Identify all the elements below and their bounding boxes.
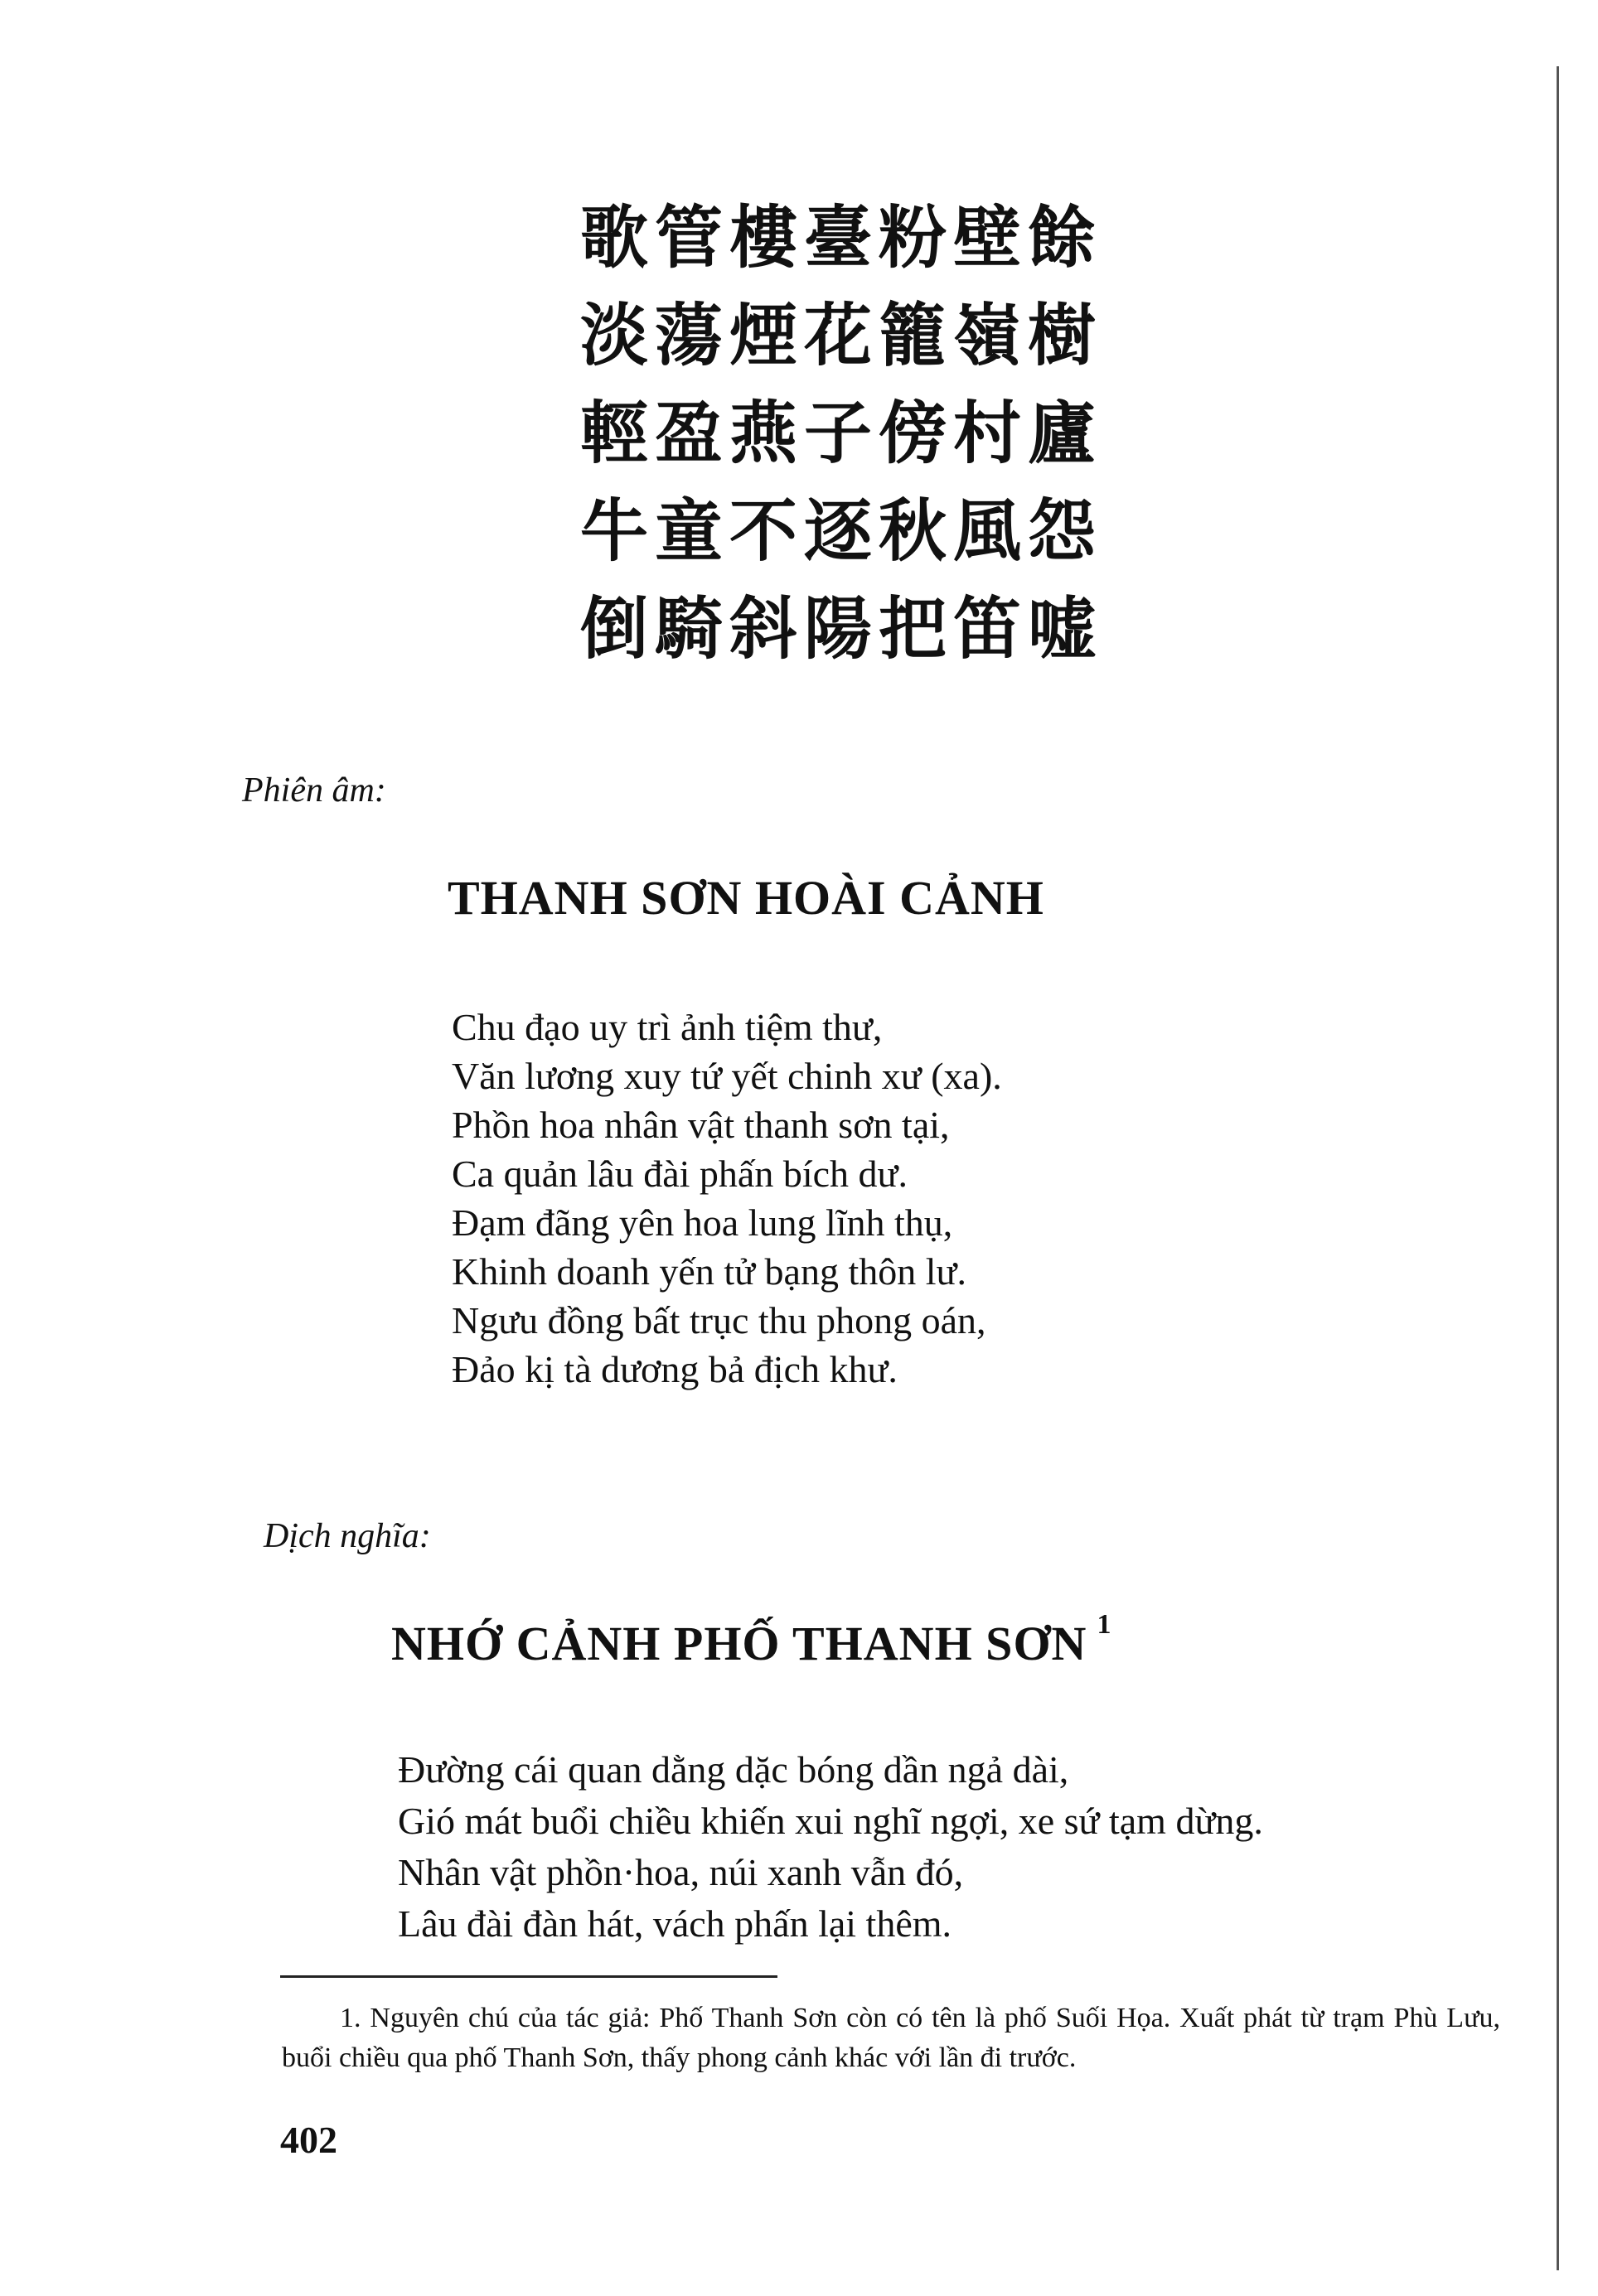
han-poem-line: 倒騎斜陽把笛嘘 bbox=[580, 589, 1103, 669]
translation-poem bbox=[398, 1744, 1263, 1950]
transliteration-line: Khinh doanh yến tử bạng thôn lư. bbox=[452, 1250, 966, 1293]
footnote-marker: 1 bbox=[1097, 1609, 1112, 1640]
transliteration-line: Văn lương xuy tứ yết chinh xư (xa). bbox=[452, 1055, 1002, 1097]
transliteration-line: Đạm đãng yên hoa lung lĩnh thụ, bbox=[452, 1201, 953, 1244]
han-poem-line: 歌管樓臺粉壁餘 bbox=[580, 198, 1103, 278]
footnote-divider bbox=[280, 1975, 777, 1978]
translation-line: Lâu đài đàn hát, vách phấn lại thêm. bbox=[398, 1902, 952, 1945]
han-poem-line: 牛童不逐秋風怨 bbox=[580, 491, 1103, 571]
page-number: 402 bbox=[280, 2119, 337, 2161]
translation-line: Gió mát buổi chiều khiến xui nghĩ ngợi, xe sứ tạm dừng. bbox=[398, 1800, 1263, 1842]
transliteration-line: Chu đạo uy trì ảnh tiệm thư, bbox=[452, 1006, 883, 1048]
transliteration-line: Ngưu đồng bất trục thu phong oán, bbox=[452, 1299, 986, 1341]
translation-line: Đường cái quan dằng dặc bóng dần ngả dài, bbox=[398, 1748, 1069, 1791]
translation-title bbox=[391, 1609, 1112, 1671]
page-edge-line bbox=[1557, 66, 1559, 2270]
transliteration-title: THANH SƠN HOÀI CẢNH bbox=[448, 871, 1044, 925]
translation-line: Nhân vật phồn·hoa, núi xanh vẫn đó, bbox=[398, 1851, 964, 1893]
transliteration-line: Đảo kị tà dương bả địch khư. bbox=[452, 1348, 898, 1390]
translation-label: Dịch nghĩa: bbox=[264, 1517, 431, 1555]
transliteration-line: Ca quản lâu đài phấn bích dư. bbox=[452, 1153, 908, 1195]
transliteration-label: Phiên âm: bbox=[242, 771, 386, 810]
han-poem-line: 輕盈燕子傍村廬 bbox=[580, 394, 1103, 473]
translation-title-text: NHỚ CẢNH PHỐ THANH SƠN bbox=[391, 1617, 1087, 1670]
transliteration-line: Phồn hoa nhân vật thanh sơn tại, bbox=[452, 1104, 950, 1146]
footnote: 1. Nguyên chú của tác giả: Phố Thanh Sơn còn có tên là phố Suối Họa. Xuất phát từ trạm Phù Lưu, buổi chiều qua phố Thanh Sơn, thấy phong cảnh khác với lần đi trước. bbox=[282, 2003, 1500, 2073]
transliteration-poem bbox=[452, 1003, 1002, 1394]
han-poem-line: 淡蕩煙花籠嶺樹 bbox=[580, 296, 1103, 375]
han-poem-block bbox=[580, 189, 1160, 678]
